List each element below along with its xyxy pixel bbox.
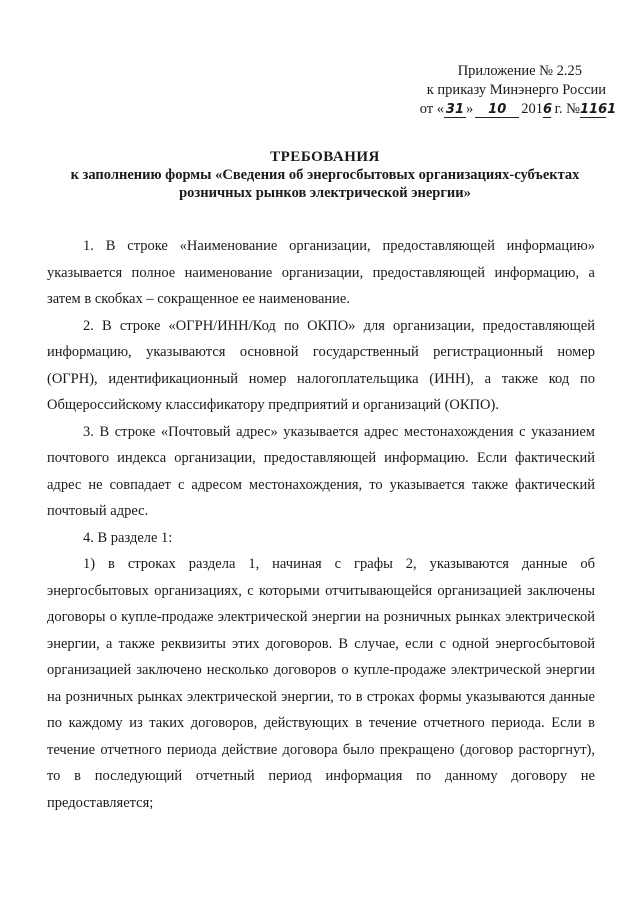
document-body <box>47 233 595 816</box>
appendix-number: Приложение № 2.25 <box>457 63 582 79</box>
title-main: ТРЕБОВАНИЯ <box>270 149 380 165</box>
date-after-day: » <box>465 101 474 117</box>
paragraph-4-1: 1) в строках раздела 1, начиная с графы 2, указываются данные об энергосбытовых организациях, с которыми отчитывающейся организацией заключены договоры о купле-продаже электрической энергии на розничных рынках электрической энергии, а также реквизиты этих договоров. В случае, если с одной энергосбытовой организацией заключено несколько договоров о купле-продаже электрической энергии на розничных рынках электрической энергии, то в строках формы указываются данные по каждому из таких договоров, действующих в течение отчетного периода. Если в течение отчетного периода действие договора было прекращено (договор расторгнут), то в последующий отчетный период информация по данному договору не предоставляется; <box>47 556 595 811</box>
date-month: 10 <box>475 102 519 118</box>
appendix-date-line <box>386 100 617 119</box>
date-day: 31 <box>445 102 465 117</box>
paragraph-2: 2. В строке «ОГРН/ИНН/Код по ОКПО» для организации, предоставляющей информацию, указываются основной государственный регистрационный номер (ОГРН), идентификационный номер налогоплательщика (ИНН), а также код по Общероссийскому классификатору предприятий и организаций (ОКПО). <box>47 317 595 413</box>
paragraph-1: 1. В строке «Наименование организации, предоставляющей информацию» указывается полное наименование организации, предоставляющей информацию, а затем в скобках – сокращенное ее наименование. <box>47 238 595 307</box>
date-year-digit: 6 <box>542 102 553 117</box>
title-line-2: к заполнению формы «Сведения об энергосбытовых организациях-субъектах <box>70 167 580 183</box>
title-line-3: розничных рынков электрической энергии» <box>179 185 471 201</box>
date-year-prefix: 201 <box>521 101 543 117</box>
appendix-order-ref: к приказу Минэнерго России <box>426 82 606 98</box>
document-title <box>40 148 610 202</box>
paragraph-3: 3. В строке «Почтовый адрес» указывается адрес местонахождения с указанием почтового индекса организации, предоставляющей информацию. Если фактический адрес не совпадает с адресом местонахождения, то указывается также фактический почтовый адрес. <box>47 423 595 519</box>
date-year-suffix: г. № <box>550 101 580 117</box>
paragraph-4: 4. В разделе 1: <box>83 529 173 546</box>
date-prefix: от « <box>419 101 444 117</box>
order-number: 1161 <box>580 102 617 117</box>
appendix-header <box>386 62 617 119</box>
